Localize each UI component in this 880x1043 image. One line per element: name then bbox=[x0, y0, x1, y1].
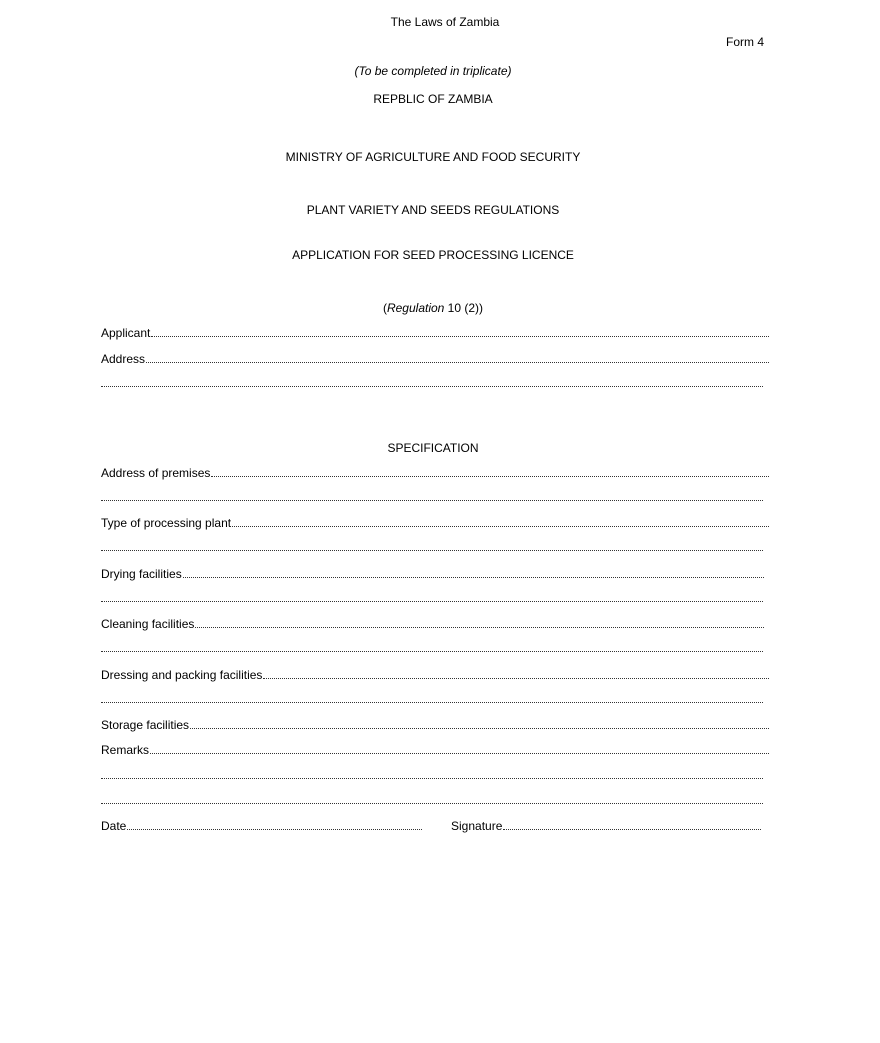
dressing-packing-field[interactable] bbox=[101, 668, 769, 682]
signature-field[interactable] bbox=[451, 819, 761, 833]
processing-plant-continuation-line[interactable] bbox=[101, 550, 763, 551]
ministry-heading: MINISTRY OF AGRICULTURE AND FOOD SECURITY bbox=[285, 150, 581, 164]
processing-plant-dotted-line bbox=[232, 525, 769, 527]
applicant-dotted-line bbox=[151, 335, 769, 337]
address-label: Address bbox=[101, 352, 146, 366]
specification-heading: SPECIFICATION bbox=[387, 441, 479, 455]
remarks-continuation-line-1[interactable] bbox=[101, 778, 763, 779]
republic-heading: REPBLIC OF ZAMBIA bbox=[373, 92, 493, 106]
premises-address-field[interactable] bbox=[101, 466, 769, 480]
drying-facilities-dotted-line bbox=[183, 576, 764, 578]
signature-label: Signature bbox=[451, 819, 503, 833]
dressing-packing-label: Dressing and packing facilities bbox=[101, 668, 263, 682]
address-continuation-line[interactable] bbox=[101, 386, 763, 387]
address-dotted-line bbox=[146, 361, 769, 363]
drying-facilities-label: Drying facilities bbox=[101, 567, 182, 581]
regulation-ref-italic: Regulation bbox=[386, 301, 445, 315]
processing-plant-field[interactable] bbox=[101, 516, 769, 530]
remarks-label: Remarks bbox=[101, 743, 150, 757]
signature-dotted-line bbox=[503, 828, 761, 830]
drying-continuation-line[interactable] bbox=[101, 601, 763, 602]
cleaning-facilities-label: Cleaning facilities bbox=[101, 617, 195, 631]
storage-facilities-field[interactable] bbox=[101, 718, 769, 732]
date-signature-row bbox=[101, 819, 761, 833]
dressing-packing-dotted-line bbox=[263, 677, 769, 679]
instruction-note: (To be completed in triplicate) bbox=[354, 64, 512, 78]
form-number: Form 4 bbox=[725, 35, 764, 49]
storage-facilities-label: Storage facilities bbox=[101, 718, 190, 732]
premises-address-dotted-line bbox=[211, 475, 769, 477]
premises-address-label: Address of premises bbox=[101, 466, 211, 480]
regulation-reference bbox=[0, 301, 866, 315]
applicant-field[interactable] bbox=[101, 326, 769, 340]
cleaning-facilities-field[interactable] bbox=[101, 617, 764, 631]
running-title: The Laws of Zambia bbox=[390, 15, 500, 29]
regulation-ref-suffix: 10 (2)) bbox=[444, 301, 484, 315]
address-field[interactable] bbox=[101, 352, 769, 366]
date-dotted-line bbox=[127, 828, 422, 830]
date-field[interactable] bbox=[101, 819, 422, 833]
form-title: APPLICATION FOR SEED PROCESSING LICENCE bbox=[292, 248, 574, 262]
cleaning-facilities-dotted-line bbox=[195, 626, 764, 628]
remarks-dotted-line bbox=[150, 752, 769, 754]
drying-facilities-field[interactable] bbox=[101, 567, 764, 581]
regulations-heading: PLANT VARIETY AND SEEDS REGULATIONS bbox=[306, 203, 560, 217]
dressing-continuation-line[interactable] bbox=[101, 702, 763, 703]
premises-continuation-line[interactable] bbox=[101, 500, 763, 501]
remarks-continuation-line-2[interactable] bbox=[101, 803, 763, 804]
date-label: Date bbox=[101, 819, 127, 833]
regulation-ref-prefix: ( bbox=[382, 301, 387, 315]
storage-facilities-dotted-line bbox=[190, 727, 769, 729]
cleaning-continuation-line[interactable] bbox=[101, 651, 763, 652]
processing-plant-label: Type of processing plant bbox=[101, 516, 232, 530]
remarks-field[interactable] bbox=[101, 743, 769, 757]
applicant-label: Applicant bbox=[101, 326, 151, 340]
